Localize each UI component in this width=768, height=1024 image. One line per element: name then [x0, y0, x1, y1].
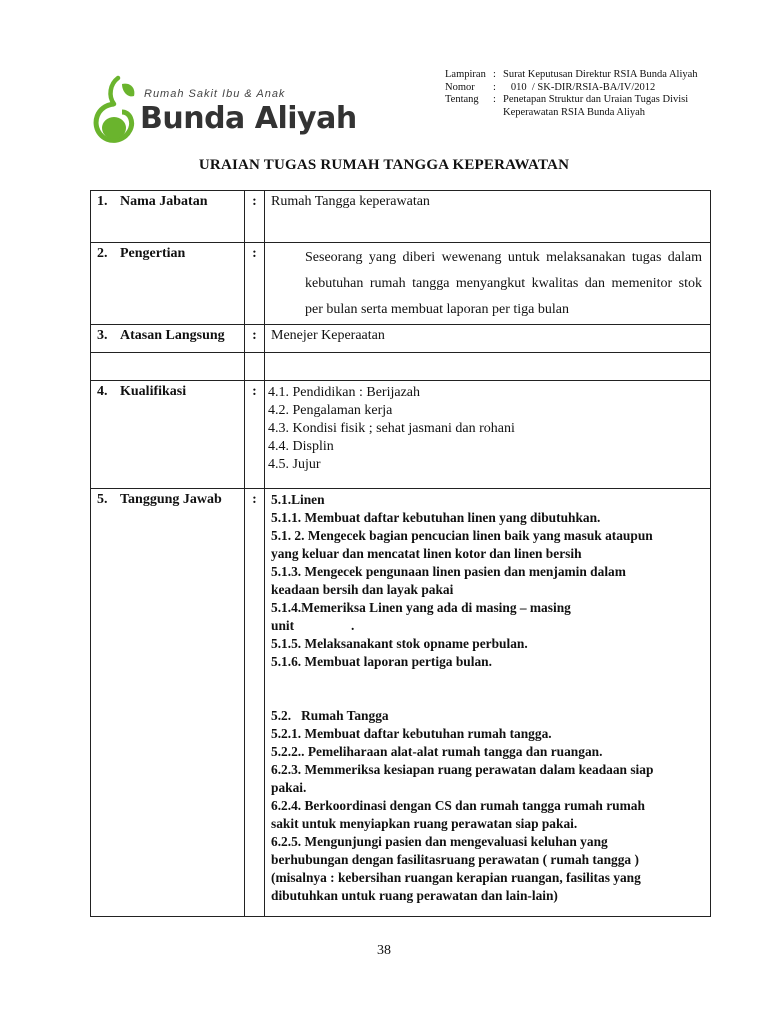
row-colon: : — [245, 243, 265, 325]
leaf-logo-icon — [88, 72, 144, 152]
rumah-tangga-heading: 5.2. Rumah Tangga — [271, 708, 389, 723]
responsibility-line: yang keluar dan mencatat linen kotor dan linen bersih — [271, 546, 582, 561]
responsibility-line: dibutuhkan untuk ruang perawatan dan lain-lain) — [271, 888, 558, 903]
meta-colon: : — [493, 81, 496, 93]
responsibility-line: 5.1. 2. Mengecek bagian pencucian linen baik yang masuk ataupun — [271, 528, 653, 543]
responsibility-line: unit . — [271, 618, 355, 633]
meta-row-lampiran — [445, 69, 698, 82]
qualification-item: 4.2. Pengalaman kerja — [268, 403, 393, 418]
meta-key: Nomor — [445, 81, 475, 93]
qualification-item: 4.4. Displin — [268, 439, 334, 454]
job-description-table — [90, 190, 711, 917]
responsibility-line: 5.2.1. Membuat daftar kebutuhan rumah tangga. — [271, 726, 552, 741]
meta-colon: : — [493, 69, 496, 80]
responsibility-line: 5.1.3. Mengecek pengunaan linen pasien dan menjamin dalam — [271, 564, 626, 579]
responsibility-line: 5.2.2.. Pemeliharaan alat-alat rumah tangga dan ruangan. — [271, 744, 603, 759]
linen-heading: 5.1.Linen — [271, 492, 325, 507]
row-label-text: Atasan Langsung — [120, 328, 225, 343]
responsibility-line: pakai. — [271, 780, 307, 795]
row-colon: : — [245, 325, 265, 353]
row-tanggung-jawab — [91, 489, 711, 917]
row-label-text: Nama Jabatan — [120, 194, 208, 209]
responsibility-line: 5.1.1. Membuat daftar kebutuhan linen yang dibutuhkan. — [271, 510, 601, 525]
responsibility-line: 6.2.4. Berkoordinasi dengan CS dan rumah tangga rumah rumah — [271, 798, 645, 813]
responsibility-line: (misalnya : kebersihan ruangan kerapian ruangan, fasilitas yang — [271, 870, 641, 885]
row-colon: : — [245, 191, 265, 243]
row-value: Seseorang yang diberi wewenang untuk melaksanakan tugas dalam kebutuhan rumah tangga menyangkut kwalitas dan memenitor stok per bulan serta membuat laporan per tiga bulan — [265, 243, 711, 325]
responsibility-line: 5.1.5. Melaksanakant stok opname perbulan. — [271, 636, 528, 651]
row-label — [91, 381, 245, 489]
row-number: 3. — [97, 328, 108, 343]
hospital-logo — [88, 70, 357, 156]
row-pengertian — [91, 243, 711, 325]
responsibility-line: 6.2.3. Memmeriksa kesiapan ruang perawatan dalam keadaan siap — [271, 762, 654, 777]
row-empty — [91, 353, 711, 381]
qualification-item: 4.5. Jujur — [268, 457, 321, 472]
document-title: URAIAN TUGAS RUMAH TANGGA KEPERAWATAN — [198, 157, 570, 173]
row-label — [91, 325, 245, 353]
row-value: Menejer Keperaatan — [265, 325, 711, 353]
meta-row-continuation — [445, 107, 698, 120]
qualification-list — [265, 381, 711, 489]
row-label-text: Pengertian — [120, 246, 186, 261]
responsibility-line: 5.1.6. Membuat laporan pertiga bulan. — [271, 654, 492, 669]
qualification-item: 4.3. Kondisi fisik ; sehat jasmani dan rohani — [268, 421, 515, 436]
logo-subtitle: Rumah Sakit Ibu & Anak — [144, 88, 286, 100]
meta-key: Tentang — [445, 94, 479, 105]
meta-row-tentang — [445, 94, 698, 107]
responsibility-list — [265, 489, 711, 917]
responsibility-line: sakit untuk menyiapkan ruang perawatan siap pakai. — [271, 816, 578, 831]
meta-key — [445, 107, 493, 120]
qualification-item: 4.1. Pendidikan : Berijazah — [268, 385, 421, 400]
responsibility-line: 6.2.5. Mengunjungi pasien dan mengevaluasi keluhan yang — [271, 834, 608, 849]
responsibility-line: 5.1.4.Memeriksa Linen yang ada di masing – masing — [271, 600, 571, 615]
meta-key: Lampiran — [445, 69, 486, 80]
row-label — [91, 489, 245, 917]
row-number: 2. — [97, 246, 108, 261]
logo-name: Bunda Aliyah — [140, 101, 357, 136]
row-colon: : — [245, 381, 265, 489]
row-number: 5. — [97, 492, 108, 507]
meta-row-nomor — [445, 82, 698, 95]
document-meta — [445, 69, 698, 119]
row-colon: : — [245, 489, 265, 917]
row-atasan-langsung — [91, 325, 711, 353]
meta-colon: : — [493, 94, 496, 105]
meta-value: 010 / SK-DIR/RSIA-BA/IV/2012 — [503, 81, 656, 93]
row-label-text: Tanggung Jawab — [120, 492, 222, 507]
page-number: 38 — [377, 943, 391, 958]
row-nama-jabatan — [91, 191, 711, 243]
row-number: 1. — [97, 194, 108, 209]
responsibility-line: berhubungan dengan fasilitasruang perawatan ( rumah tangga ) — [271, 852, 639, 867]
row-label-text: Kualifikasi — [120, 384, 187, 399]
row-label — [91, 243, 245, 325]
row-number: 4. — [97, 384, 108, 399]
meta-value: Penetapan Struktur dan Uraian Tugas Divisi — [503, 94, 689, 105]
meta-value: Surat Keputusan Direktur RSIA Bunda Aliyah — [503, 69, 698, 80]
row-kualifikasi — [91, 381, 711, 489]
meta-value: Keperawatan RSIA Bunda Aliyah — [503, 106, 646, 118]
responsibility-line: keadaan bersih dan layak pakai — [271, 582, 454, 597]
row-label — [91, 191, 245, 243]
row-value: Rumah Tangga keperawatan — [265, 191, 711, 243]
